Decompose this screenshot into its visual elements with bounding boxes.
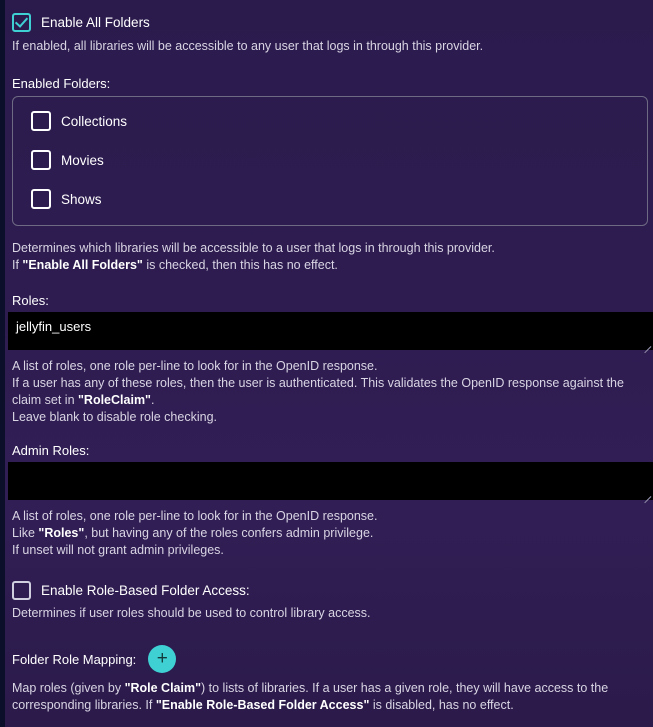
settings-content: [5, 0, 653, 727]
add-folder-role-mapping-button[interactable]: +: [148, 645, 176, 673]
collections-checkbox[interactable]: [31, 111, 51, 131]
enabled-folders-label: Enabled Folders:: [12, 76, 111, 91]
enabled-folders-helper-line1: Determines which libraries will be accessible to a user that logs in through this provider.: [12, 241, 495, 255]
frm-post2: is disabled, has no effect.: [369, 698, 514, 712]
role-based-folder-access-checkbox[interactable]: [12, 581, 31, 600]
admin-roles-helper-line1: A list of roles, one role per-line to look for in the OpenID response.: [12, 509, 378, 523]
frm-bold2: "Enable Role-Based Folder Access": [155, 698, 370, 712]
shows-label: Shows: [61, 191, 102, 207]
roles-input-wrap: [8, 312, 653, 350]
frm-pre1: Map roles (given by: [12, 681, 125, 695]
admin-helper-bold: "Roles": [38, 526, 85, 540]
enable-all-folders-checkbox[interactable]: [12, 13, 31, 32]
frm-post1: ) to lists of libraries. If a user has a given role, they will have access to the: [201, 681, 609, 695]
roles-helper-line4: Leave blank to disable role checking.: [12, 410, 217, 424]
admin-roles-helper-line2: [12, 525, 646, 542]
frm-pre2: corresponding libraries. If: [12, 698, 156, 712]
frm-helper-line2: [12, 697, 632, 714]
roles-label: Roles:: [12, 293, 49, 308]
shows-checkbox[interactable]: [31, 189, 51, 209]
admin-roles-helper-line3: If unset will not grant admin privileges.: [12, 543, 224, 557]
admin-helper-pre: Like: [12, 526, 39, 540]
helper-bold: "Enable All Folders": [22, 258, 143, 272]
enabled-folders-helper: [12, 240, 646, 274]
admin-roles-input-wrap: [8, 462, 653, 500]
roles-helper-line2: If a user has any of these roles, then the user is authenticated. This validates the OpenID response against the: [12, 376, 624, 390]
admin-roles-textarea[interactable]: [8, 462, 653, 500]
folder-role-mapping-label: Folder Role Mapping:: [12, 651, 137, 667]
roles-helper-line3: [12, 392, 646, 409]
folder-item-collections[interactable]: [31, 111, 629, 131]
role-based-folder-access-row[interactable]: [12, 581, 250, 600]
enable-all-folders-row[interactable]: [12, 13, 150, 32]
roles-helper-line1: A list of roles, one role per-line to look for in the OpenID response.: [12, 359, 378, 373]
folder-role-mapping-helper: [12, 680, 632, 714]
roles-helper: [12, 358, 646, 426]
roles-helper-bold: "RoleClaim": [78, 393, 151, 407]
folder-role-mapping-row: [12, 645, 176, 673]
admin-roles-label: Admin Roles:: [12, 443, 90, 458]
helper-post: is checked, then this has no effect.: [142, 258, 338, 272]
helper-pre: If: [12, 258, 23, 272]
movies-checkbox[interactable]: [31, 150, 51, 170]
movies-label: Movies: [61, 152, 104, 168]
frm-bold1: "Role Claim": [124, 681, 202, 695]
enabled-folders-helper-line2: [12, 257, 646, 274]
collections-label: Collections: [61, 113, 128, 129]
frm-helper-line1: [12, 680, 632, 697]
enable-all-folders-label: Enable All Folders: [41, 15, 150, 30]
enable-all-folders-helper: If enabled, all libraries will be accessible to any user that logs in through this provider.: [12, 39, 484, 53]
admin-roles-helper: [12, 508, 646, 559]
folder-item-shows[interactable]: [31, 189, 629, 209]
roles-textarea[interactable]: [8, 312, 653, 350]
enabled-folders-box: [12, 96, 648, 226]
role-based-folder-access-helper: Determines if user roles should be used to control library access.: [12, 606, 371, 620]
roles-helper-post: .: [150, 393, 155, 407]
admin-helper-post: , but having any of the roles confers admin privilege.: [84, 526, 374, 540]
role-based-folder-access-label: Enable Role-Based Folder Access:: [41, 583, 250, 598]
folder-item-movies[interactable]: [31, 150, 629, 170]
roles-helper-pre: claim set in: [12, 393, 78, 407]
